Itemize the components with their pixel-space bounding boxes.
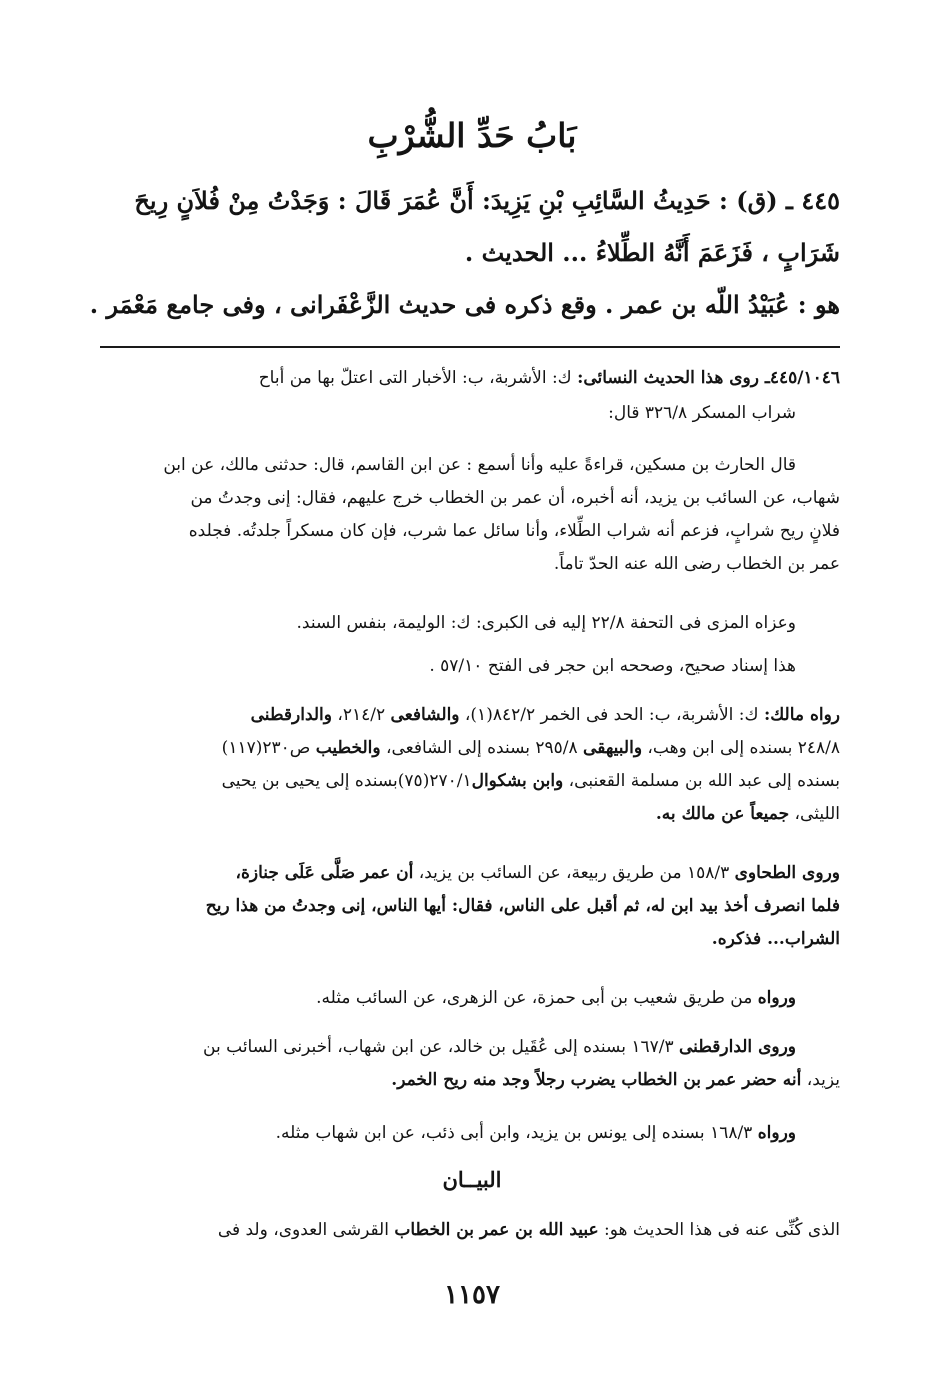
hadith-line-3: هو : عُبَيْدُ اللّه بن عمر . وقع ذكره فى حديث الزَّعْفَرانى ، وفى جامع مَعْمَر . [89, 290, 840, 319]
text-run: شراب المسكر ٣٢٦/٨ قال: [608, 403, 796, 423]
text-run: وعزاه المزى فى التحفة ٢٢/٨ إليه فى الكبرى: ك: الوليمة، بنفس السند. [296, 613, 796, 633]
text-run: شهاب، عن السائب بن يزيد، أنه أخبره، أن عمر بن الخطاب خرج عليهم، فقال: إنى وجدتُ من [190, 488, 840, 508]
footnote-line [100, 983, 796, 1013]
bold-text-run: ورواه [757, 1123, 796, 1143]
text-run: من طريق شعيب بن أبى حمزة، عن الزهرى، عن السائب مثله. [316, 988, 758, 1008]
footnote-line [100, 549, 840, 579]
bold-text-run: وروى الطحاوى [734, 863, 840, 883]
footnote-line [100, 651, 796, 681]
text-run: ص٢٣٠(١١٧) [221, 738, 316, 758]
bayan-heading: البيــان [442, 1167, 502, 1192]
text-run: فلانٍ ريح شرابٍ، فزعم أنه شراب الطِّلاء، وأنا سائل عما شرب، فإن كان مسكراً جلدتُه. فجلده [188, 521, 840, 541]
bold-text-run: أنه حضر عمر بن الخطاب يضرب رجلاً وجد منه ريح الخمر. [391, 1070, 802, 1090]
footnote-line [100, 483, 840, 513]
text-run: عمر بن الخطاب رضى الله عنه الحدّ تاماً. [553, 554, 840, 574]
bold-text-run: والدارقطنى [250, 705, 332, 725]
bayan-text-line [100, 1215, 840, 1245]
bold-text-run: رواه مالك: [763, 705, 840, 725]
text-run: ك: الأشربة، ب: الحد فى الخمر ٨٤٢/٢(١)، [459, 705, 764, 725]
hadith-line-2: شَرَابٍ ، فَزَعَمَ أَنَّهُ الطِّلاءُ ... الحديث . [464, 238, 840, 267]
text-run: الليثى، [789, 804, 840, 824]
footnote-line [100, 1032, 796, 1062]
text-run: ١٥٨/٣ من طريق ربيعة، عن السائب بن يزيد، [413, 863, 735, 883]
text-run: ك: الأشربة، ب: الأخبار التى اعتلّ بها من أباح [258, 368, 578, 388]
text-run: ٢٩٥/٨ بسنده إلى الشافعى، [380, 738, 584, 758]
bold-text-run: ٤٤٥/١٠٤٦ـ روى هذا الحديث النسائى: [577, 368, 840, 388]
text-run: ٢٧٠/١(٧٥)بسنده إلى يحيى بن يحيى [221, 771, 472, 791]
page-number: ١١٥٧ [444, 1280, 500, 1310]
chapter-title: بَابُ حَدِّ الشُّرْبِ [367, 116, 577, 155]
bold-text-run: ورواه [757, 988, 796, 1008]
bold-text-run: والبيهقى [583, 738, 643, 758]
footnote-line [100, 516, 840, 546]
text-run: ١٦٨/٣ بسنده إلى يونس بن يزيد، وابن أبى ذئب، عن ابن شهاب مثله. [275, 1123, 758, 1143]
text-run: بسنده إلى عبد الله بن مسلمة القعنبى، [563, 771, 840, 791]
bold-text-run: جميعاً عن مالك به. [655, 804, 790, 824]
footnote-line [100, 766, 840, 796]
text-run: ٢١٤/٢، [331, 705, 391, 725]
text-run: ١٦٧/٣ بسنده إلى عُقَيل بن خالد، عن ابن شهاب، أخبرنى السائب بن [203, 1037, 680, 1057]
footnote-line [100, 1065, 840, 1095]
footnote-line [100, 891, 840, 921]
bold-text-run: أن عمر صَلَّى عَلَى جنازة، [235, 863, 414, 883]
bold-text-run: والخطيب [315, 738, 381, 758]
footnote-line [100, 700, 840, 730]
text-run: هذا إسناد صحيح، وصححه ابن حجر فى الفتح ٥٧/١٠ . [429, 656, 796, 676]
footnote-line [100, 733, 840, 763]
bold-text-run: فلما انصرف أخذ بيد ابن له، ثم أقبل على الناس، فقال: أيها الناس، إنى وجدتُ من هذا ريح [205, 896, 840, 916]
bold-text-run: عبيد الله بن عمر بن الخطاب [394, 1220, 599, 1240]
footnote-line [100, 1118, 796, 1148]
footnote-line [100, 608, 796, 638]
bold-text-run: وابن بشكوال [471, 771, 564, 791]
footnote-line [100, 450, 796, 480]
hadith-line-1: ٤٤٥ ـ (ق) : حَدِيثُ السَّائِبِ بْنِ يَزِيدَ: أَنَّ عُمَرَ قَالَ : وَجَدْتُ مِنْ فُلاَنٍ رِيحَ [134, 186, 840, 215]
bold-text-run: وروى الدارقطنى [679, 1037, 796, 1057]
text-run: قال الحارث بن مسكين، قراءةً عليه وأنا أسمع : عن ابن القاسم، قال: حدثنى مالك، عن ابن [163, 455, 796, 475]
footnote-line [100, 799, 840, 829]
bold-text-run: الشراب... فذكره. [711, 929, 840, 949]
footnote-line [100, 924, 840, 954]
text-run: يزيد، [801, 1070, 840, 1090]
text-run: الذى كُنِّى عنه فى هذا الحديث هو: [598, 1220, 840, 1240]
text-run: ٢٤٨/٨ بسنده إلى ابن وهب، [642, 738, 840, 758]
bold-text-run: والشافعى [390, 705, 460, 725]
text-run: القرشى العدوى، ولد فى [217, 1220, 395, 1240]
footnote-line [100, 858, 840, 888]
footnote-line [100, 363, 840, 393]
footnote-divider [100, 346, 840, 348]
footnote-line [100, 398, 796, 428]
